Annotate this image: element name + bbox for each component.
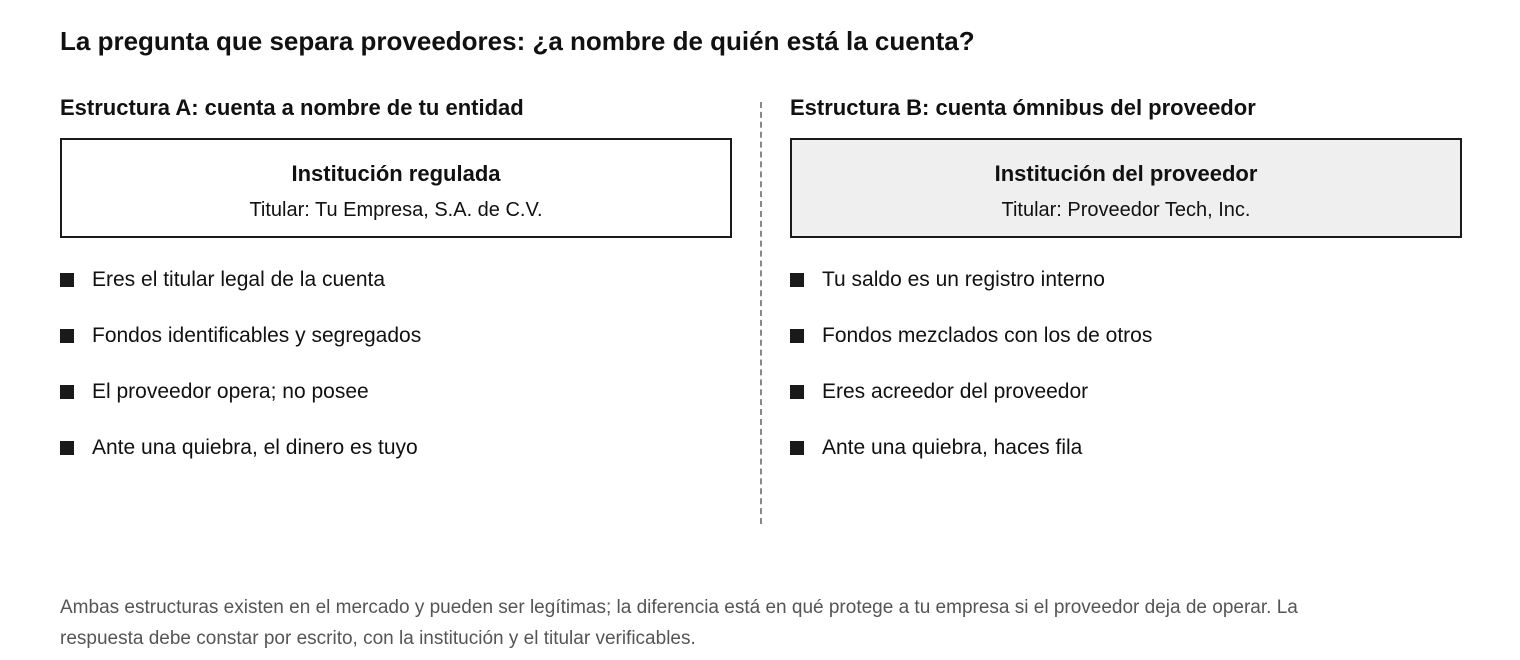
bullet-item (60, 265, 732, 295)
bullet-text: Tu saldo es un registro interno (822, 268, 1105, 291)
square-bullet-icon (790, 329, 804, 343)
bullet-item (60, 321, 732, 351)
structure-b-holder: Titular: Proveedor Tech, Inc. (1001, 199, 1251, 221)
structure-a-institution-name: Institución regulada (291, 161, 501, 186)
square-bullet-icon (790, 441, 804, 455)
footnote: Ambas estructuras existen en el mercado y pueden ser legítimas; la diferencia está en qué protege a tu empresa si el proveedor deja de operar. La respuesta debe constar por escrito, con la institución y el titular verificables. (60, 597, 1298, 649)
structure-a-institution-box (60, 138, 732, 238)
structure-b-institution-name: Institución del proveedor (994, 161, 1258, 186)
structure-b-institution-box (790, 138, 1462, 238)
bullet-text: Fondos mezclados con los de otros (822, 324, 1153, 347)
bullet-item (790, 433, 1462, 463)
bullet-item (790, 265, 1462, 295)
structure-a-column (60, 92, 732, 489)
column-divider (760, 102, 762, 524)
structure-a-bullet-list (60, 265, 732, 463)
bullet-text: El proveedor opera; no posee (92, 380, 369, 403)
square-bullet-icon (790, 273, 804, 287)
square-bullet-icon (60, 441, 74, 455)
bullet-item (60, 433, 732, 463)
structure-a-heading: Estructura A: cuenta a nombre de tu entidad (60, 95, 524, 120)
square-bullet-icon (790, 385, 804, 399)
page-title: La pregunta que separa proveedores: ¿a nombre de quién está la cuenta? (60, 26, 975, 56)
bullet-text: Fondos identificables y segregados (92, 324, 422, 347)
bullet-text: Ante una quiebra, haces fila (822, 436, 1083, 459)
square-bullet-icon (60, 329, 74, 343)
bullet-text: Eres el titular legal de la cuenta (92, 268, 386, 291)
bullet-item (60, 377, 732, 407)
structure-b-heading: Estructura B: cuenta ómnibus del proveedor (790, 95, 1256, 120)
structure-b-bullet-list (790, 265, 1462, 463)
square-bullet-icon (60, 273, 74, 287)
structure-a-holder: Titular: Tu Empresa, S.A. de C.V. (249, 199, 543, 221)
bullet-item (790, 321, 1462, 351)
square-bullet-icon (60, 385, 74, 399)
bullet-item (790, 377, 1462, 407)
bullet-text: Eres acreedor del proveedor (822, 380, 1089, 403)
structure-b-column (790, 92, 1462, 489)
bullet-text: Ante una quiebra, el dinero es tuyo (92, 436, 418, 459)
